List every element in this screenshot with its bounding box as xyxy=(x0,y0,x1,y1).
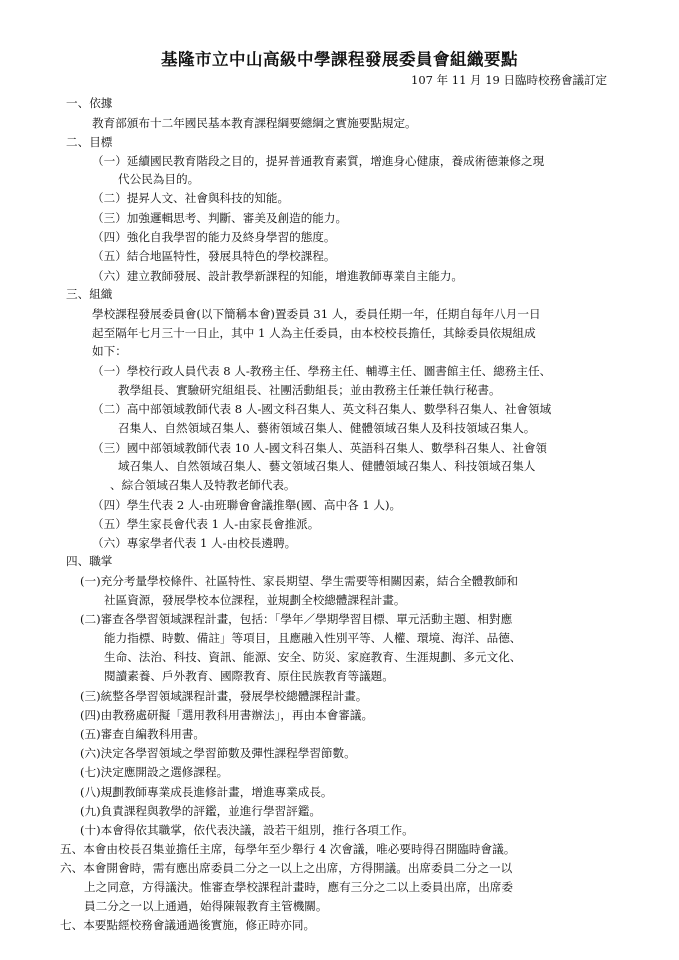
document-line: 三、組織 xyxy=(66,287,113,301)
document-line: (七)決定應開設之選修課程。 xyxy=(80,765,229,779)
document-line: (一)充分考量學校條件、社區特性、家長期望、學生需要等相關因素，結合全體教師和 xyxy=(80,574,519,588)
document-line: （一）延續國民教育階段之目的，提昇普通教育素質，增進身心健康，養成術德兼修之現 xyxy=(92,154,545,168)
document-line: 閱讀素養、戶外教育、國際教育、原住民族教育等議題。 xyxy=(104,669,394,683)
document-line: （一）學校行政人員代表 8 人-教務主任、學務主任、輔導主任、圖書館主任、總務主任、 xyxy=(92,364,552,378)
document-line: (三)統整各學習領域課程計畫，發展學校總體課程計畫。 xyxy=(80,689,368,703)
document-line: 教學組長、實驗研究組組長、社團活動組長；並由教務主任兼任執行秘書。 xyxy=(118,383,501,397)
document-line: 上之同意，方得議決。惟審查學校課程計畫時，應有三分之二以上委員出席，出席委 xyxy=(84,880,513,894)
document-line: （二）提昇人文、社會與科技的知能。 xyxy=(92,191,290,205)
document-line: (四)由教務處研擬「選用教科用書辦法」，再由本會審議。 xyxy=(80,708,374,722)
document-line: （六）建立教師發展、設計教學新課程的知能，增進教師專業自主能力。 xyxy=(92,269,464,283)
document-line: 員二分之一以上通過，始得陳報教育主管機關。 xyxy=(84,899,328,913)
document-line: （五）學生家長會代表 1 人-由家長會推派。 xyxy=(92,517,320,531)
document-line: 四、職掌 xyxy=(66,554,113,568)
document-line: （四）強化自我學習的能力及終身學習的態度。 xyxy=(92,230,336,244)
document-line: （五）結合地區特性，發展具特色的學校課程。 xyxy=(92,249,336,263)
document-line: 如下： xyxy=(92,344,127,358)
document-line: 學校課程發展委員會(以下簡稱本會)置委員 31 人，委員任期一年，任期自每年八月一日 xyxy=(92,307,541,321)
document-line: 、綜合領域召集人及特教老師代表。 xyxy=(110,478,296,492)
document-line: 能力指標、時數、備註」等項目，且應融入性別平等、人權、環境、海洋、品德、 xyxy=(104,631,522,645)
document-line: （二）高中部領域教師代表 8 人-國文科召集人、英文科召集人、數學科召集人、社會領域 xyxy=(92,402,552,416)
document-line: 社區資源，發展學校本位課程，並規劃全校總體課程計畫。 xyxy=(104,593,406,607)
document-title: 基隆市立中山高級中學課程發展委員會組織要點 xyxy=(161,50,518,69)
document-line: (八)規劃教師專業成長進修計畫，增進專業成長。 xyxy=(80,785,333,799)
document-line: 五、本會由校長召集並擔任主席，每學年至少舉行 4 次會議，唯必要時得召開臨時會議。 xyxy=(60,842,516,856)
document-line: 一、依據 xyxy=(66,96,113,110)
document-line: 起至隔年七月三十一日止，其中 1 人為主任委員，由本校校長擔任，其餘委員依規組成 xyxy=(92,326,536,340)
document-line: （六）專家學者代表 1 人-由校長遴聘。 xyxy=(92,536,297,550)
document-line: 六、本會開會時，需有應出席委員二分之一以上之出席，方得開議。出席委員二分之一以 xyxy=(60,861,513,875)
document-line: 代公民為目的。 xyxy=(118,172,200,186)
document-line: (五)審查自編教科用書。 xyxy=(80,727,205,741)
document-line: （三）加強邏輯思考、判斷、審美及創造的能力。 xyxy=(92,211,348,225)
document-line: (二)審查各學習領域課程計畫，包括：「學年／學期學習目標、單元活動主題、相對應 xyxy=(80,612,513,626)
document-line: (六)決定各學習領域之學習節數及彈性課程學習節數。 xyxy=(80,746,356,760)
document-line: （三）國中部領域教師代表 10 人-國文科召集人、英語科召集人、數學科召集人、社會領 xyxy=(92,441,548,455)
document-line: (九)負責課程與教學的評鑑，並進行學習評鑑。 xyxy=(80,804,321,818)
document-line: 七、本要點經校務會議通過後實施，修正時亦同。 xyxy=(60,918,316,932)
document-line: (十)本會得依其職掌，依代表決議，設若干組別，推行各項工作。 xyxy=(80,823,414,837)
document-line: 生命、法治、科技、資訊、能源、安全、防災、家庭教育、生涯規劃、多元文化、 xyxy=(104,650,522,664)
document-line: （四）學生代表 2 人-由班聯會會議推舉(國、高中各 1 人)。 xyxy=(92,498,402,512)
document-line: 二、目標 xyxy=(66,135,113,149)
document-date: 107 年 11 月 19 日臨時校務會議訂定 xyxy=(411,73,607,87)
document-line: 召集人、自然領域召集人、藝術領域召集人、健體領域召集人及科技領域召集人。 xyxy=(118,421,536,435)
document-line: 教育部頒布十二年國民基本教育課程綱要總綱之實施要點規定。 xyxy=(92,116,417,130)
document-line: 域召集人、自然領域召集人、藝文領域召集人、健體領域召集人、科技領域召集人 xyxy=(118,459,536,473)
